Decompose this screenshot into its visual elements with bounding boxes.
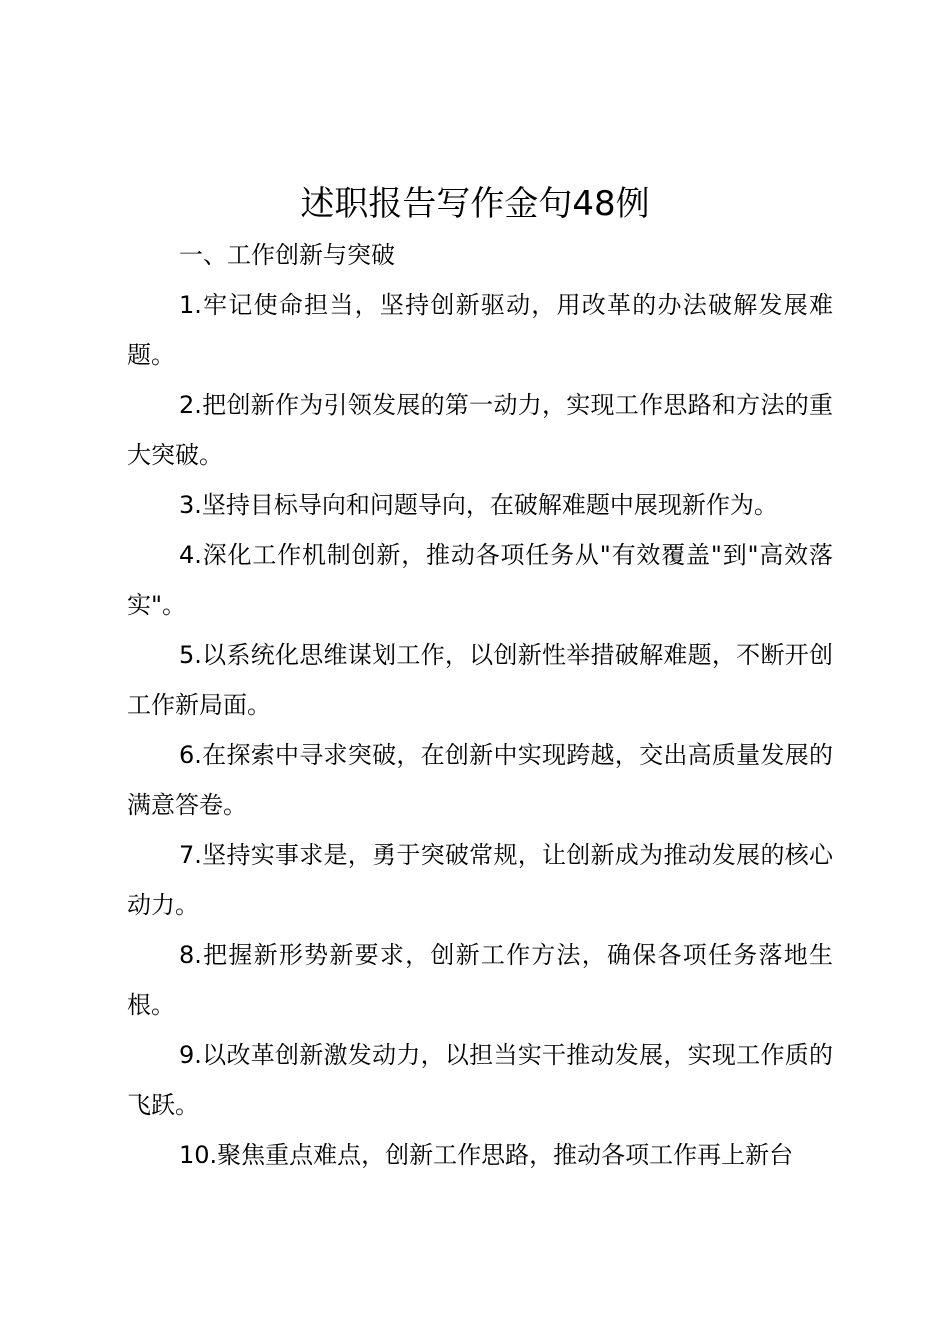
document-title: 述职报告写作金句48例 bbox=[300, 184, 650, 224]
list-item: 1.牢记使命担当，坚持创新驱动，用改革的办法破解发展难题。 bbox=[127, 291, 833, 369]
list-item: 7.坚持实事求是，勇于突破常规，让创新成为推动发展的核心动力。 bbox=[127, 841, 833, 919]
section-heading: 一、工作创新与突破 bbox=[179, 241, 395, 269]
document-body bbox=[127, 230, 833, 1180]
list-item: 4.深化工作机制创新，推动各项任务从"有效覆盖"到"高效落实"。 bbox=[127, 541, 833, 619]
list-item: 5.以系统化思维谋划工作，以创新性举措破解难题，不断开创工作新局面。 bbox=[127, 641, 833, 719]
list-item: 2.把创新作为引领发展的第一动力，实现工作思路和方法的重大突破。 bbox=[127, 391, 833, 469]
list-item: 10.聚焦重点难点，创新工作思路，推动各项工作再上新台 bbox=[179, 1141, 794, 1169]
list-item: 6.在探索中寻求突破，在创新中实现跨越，交出高质量发展的满意答卷。 bbox=[127, 741, 833, 819]
list-item: 8.把握新形势新要求，创新工作方法，确保各项任务落地生根。 bbox=[127, 941, 833, 1019]
list-item: 3.坚持目标导向和问题导向，在破解难题中展现新作为。 bbox=[179, 491, 778, 519]
list-item: 9.以改革创新激发动力，以担当实干推动发展，实现工作质的飞跃。 bbox=[127, 1041, 833, 1119]
